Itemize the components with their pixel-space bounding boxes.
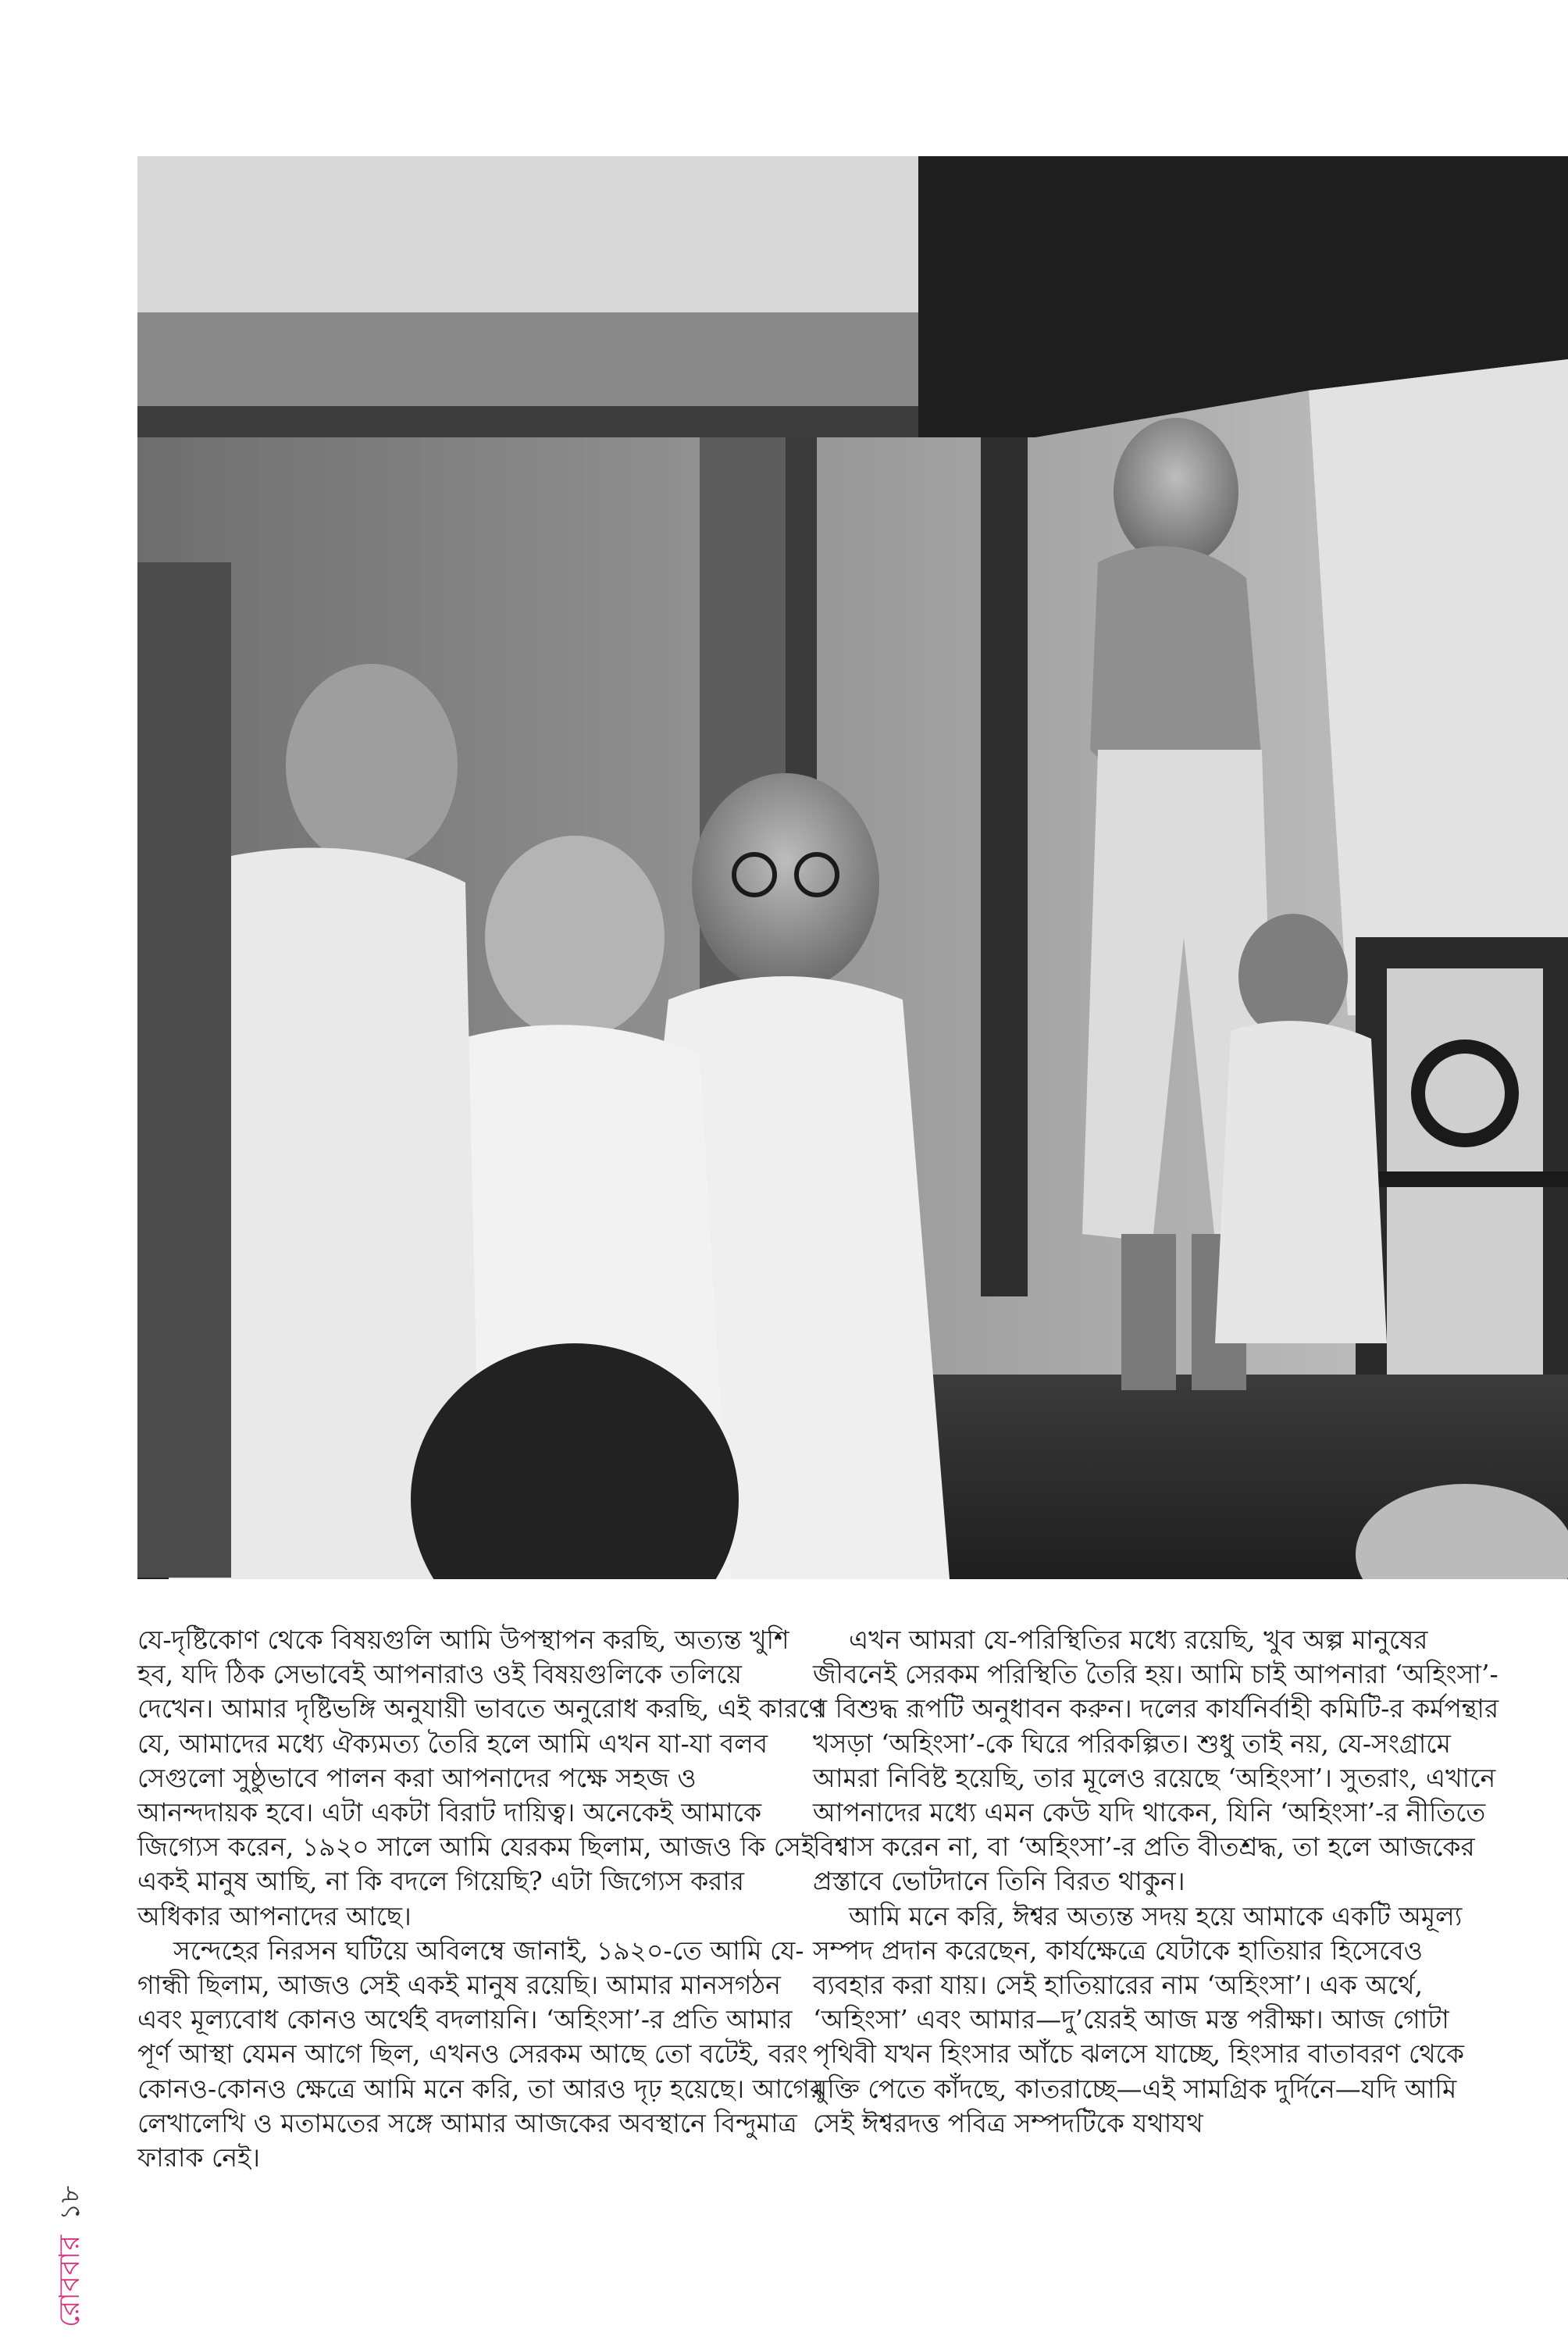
article-column-right — [813, 1623, 1500, 2141]
archival-photo — [137, 156, 1568, 1579]
magazine-name: রোববার — [54, 2234, 86, 2327]
photo-canvas — [137, 156, 1568, 1579]
folio-rotated — [48, 2140, 95, 2327]
article-paragraph: এখন আমরা যে-পরিস্থিতির মধ্যে রয়েছি, খুব অল্প মানুষের জীবনেই সেরকম পরিস্থিতি তৈরি হয়। আমি চাই আপনারা ‘অহিংসা’-র বিশুদ্ধ রূপটি অনুধাবন করুন। দলের কার্যনির্বাহী কমিটি-র কর্মপন্থার খসড়া ‘অহিংসা’-কে ঘিরে পরিকল্পিত। শুধু তাই নয়, যে-সংগ্রামে আমরা নিবিষ্ট হয়েছি, তার মূলেও রয়েছে ‘অহিংসা’। সুতরাং, এখানে আপনাদের মধ্যে এমন কেউ যদি থাকেন, যিনি ‘অহিংসা’-র নীতিতে বিশ্বাস করেন না, বা ‘অহিংসা’-র প্রতি বীতশ্রদ্ধ, তা হলে আজকের প্রস্তাবে ভোটদানে তিনি বিরত থাকুন। — [813, 1624, 1499, 1897]
article-paragraph: আমি মনে করি, ঈশ্বর অত্যন্ত সদয় হয়ে আমাকে একটি অমূল্য সম্পদ প্রদান করেছেন, কার্যক্ষেত্রে যেটাকে হাতিয়ার হিসেবেও ব্যবহার করা যায়। সেই হাতিয়ারের নাম ‘অহিংসা’। এক অর্থে, ‘অহিংসা’ এবং আমার—দু’য়েরই আজ মস্ত পরীক্ষা। আজ গোটা পৃথিবী যখন হিংসার আঁচে ঝলসে যাচ্ছে, হিংসার বাতাবরণ থেকে মুক্তি পেতে কাঁদছে, কাতরাচ্ছে—এই সামগ্রিক দুর্দিনে—যদি আমি সেই ঈশ্বরদত্ত পবিত্র সম্পদটিকে যথাযথ — [813, 1900, 1464, 2138]
article-column-left — [137, 1623, 825, 2175]
article-paragraph: যে-দৃষ্টিকোণ থেকে বিষয়গুলি আমি উপস্থাপন করছি, অত্যন্ত খুশি হব, যদি ঠিক সেভাবেই আপনারাও ওই বিষয়গুলিকে তলিয়ে দেখেন। আমার দৃষ্টিভঙ্গি অনুযায়ী ভাবতে অনুরোধ করছি, এই কারণে যে, আমাদের মধ্যে ঐক্যমত্য তৈরি হলে আমি এখন যা-যা বলব সেগুলো সুষ্ঠুভাবে পালন করা আপনাদের পক্ষে সহজ ও আনন্দদায়ক হবে। এটা একটা বিরাট দায়িত্ব। অনেকেই আমাকে জিগ্যেস করেন, ১৯২০ সালে আমি যেরকম ছিলাম, আজও কি সেই একই মানুষ আছি, না কি বদলে গিয়েছি? এটা জিগ্যেস করার অধিকার আপনাদের আছে। — [137, 1624, 825, 1931]
page-number: ১৮ — [54, 2185, 86, 2220]
page-folio — [48, 2140, 95, 2327]
article-paragraph: সন্দেহের নিরসন ঘটিয়ে অবিলম্বে জানাই, ১৯২০-তে আমি যে-গান্ধী ছিলাম, আজও সেই একই মানুষ রয়েছি। আমার মানসগঠন এবং মূল্যবোধ কোনও অর্থেই বদলায়নি। ‘অহিংসা’-র প্রতি আমার পূর্ণ আস্থা যেমন আগে ছিল, এখনও সেরকম আছে তো বটেই, বরং কোনও-কোনও ক্ষেত্রে আমি মনে করি, তা আরও দৃঢ় হয়েছে। আগের লেখালেখি ও মতামতের সঙ্গে আমার আজকের অবস্থানে বিন্দুমাত্র ফারাক নেই। — [137, 1935, 825, 2173]
